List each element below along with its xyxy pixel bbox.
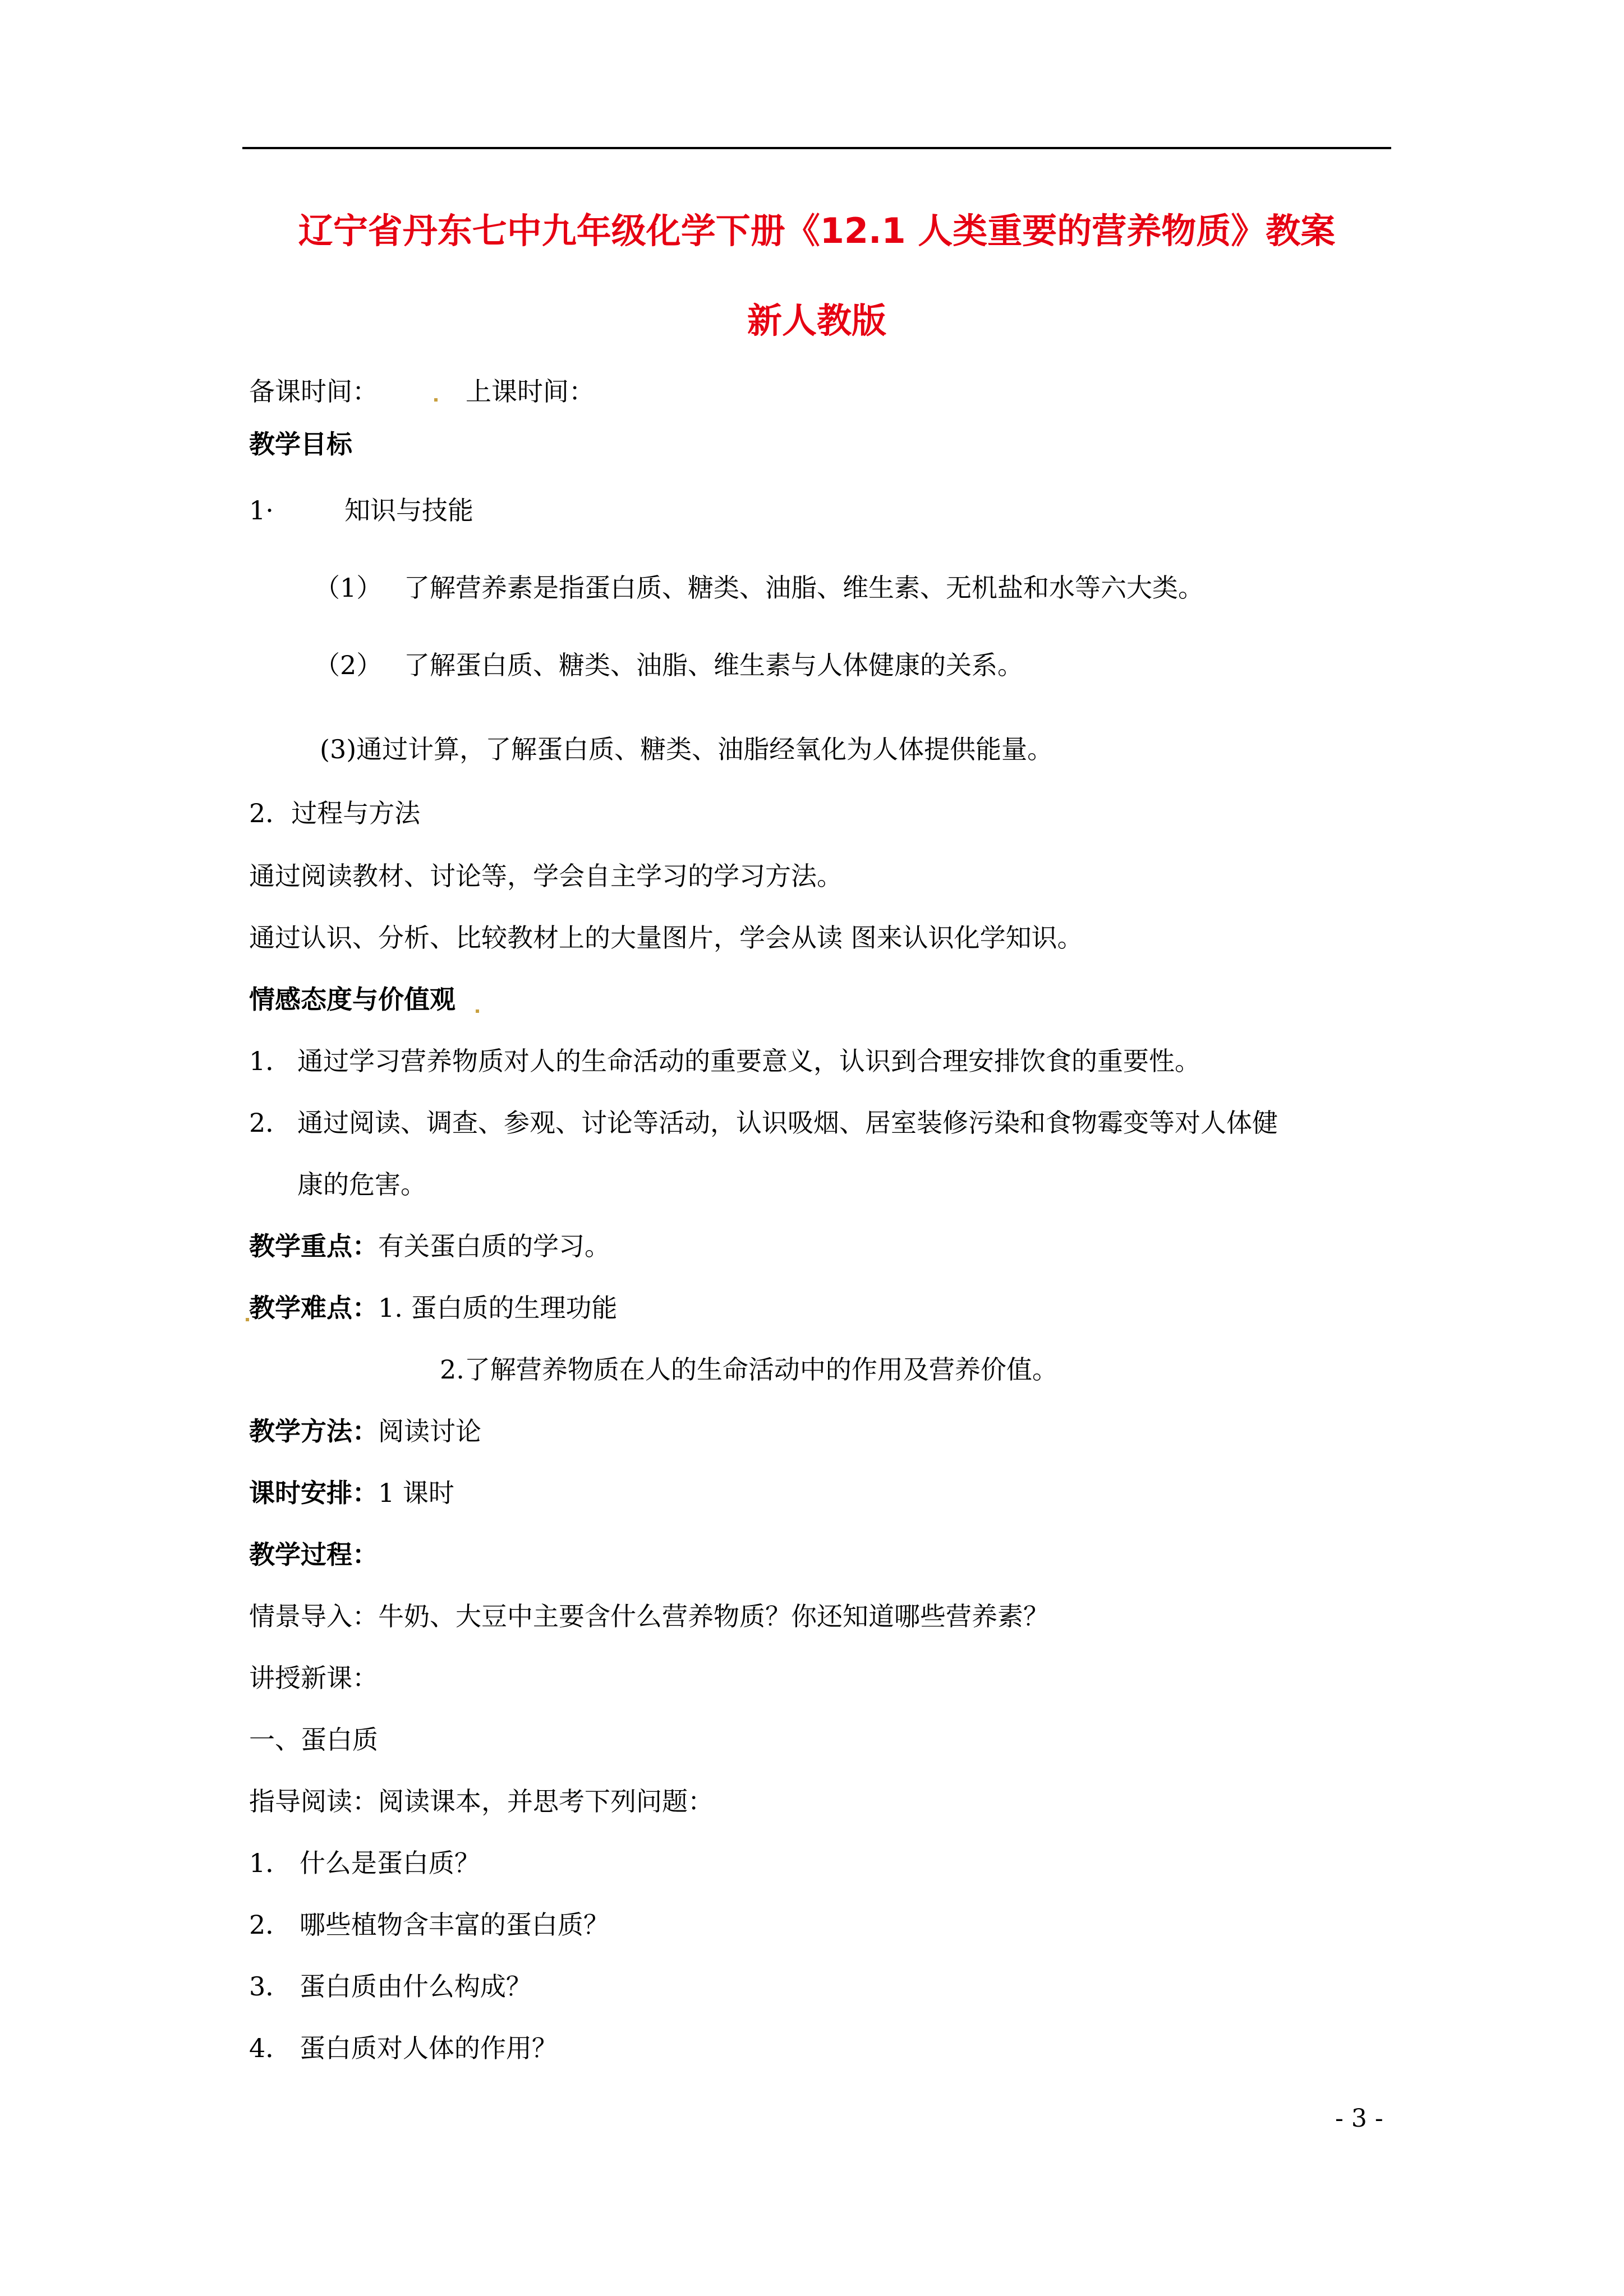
attitude-item-number: 1． [249,1046,292,1076]
page-number: - 3 - [1335,2104,1383,2133]
difficulty-row [249,1291,618,1325]
guide-text: 指导阅读：阅读课本，并思考下列问题： [249,1786,714,1816]
difficulty-item: 2.了解营养物质在人的生命活动中的作用及营养价值。 [440,1354,1058,1385]
process-item: 通过认识、分析、比较教材上的大量图片，学会从读 图来认识化学知识。 [249,923,1083,953]
objectives-heading: 教学目标 [249,429,352,459]
schedule-label: 课时安排： [249,1478,378,1508]
question-item: 2． 哪些植物含丰富的蛋白质？ [249,1910,609,1940]
key-point-label: 教学重点： [249,1231,378,1261]
attitude-item-text: 通过阅读、调查、参观、讨论等活动，认识吸烟、居室装修污染和食物霉变等对人体健 [297,1108,1278,1138]
new-lesson-text: 讲授新课： [249,1663,378,1693]
question-item: 4． 蛋白质对人体的作用？ [249,2033,558,2063]
method-text: 阅读讨论 [378,1416,481,1446]
document-title-line2: 新人教版 [747,300,886,341]
decorative-dot [476,1009,479,1013]
knowledge-item-text: 了解蛋白质、糖类、油脂、维生素与人体健康的关系。 [404,650,1023,680]
method-row [249,1414,481,1448]
knowledge-item-text: 了解营养素是指蛋白质、糖类、油脂、维生素、无机盐和水等六大类。 [404,573,1204,603]
header-rule [242,147,1391,149]
knowledge-heading-number: 1· [249,495,274,525]
section-heading: 一、蛋白质 [249,1725,378,1755]
attitude-item-continuation: 康的危害。 [297,1169,426,1200]
process-heading: 2．过程与方法 [249,798,421,828]
prep-time-label: 备课时间： [249,376,378,407]
knowledge-heading: 知识与技能 [344,495,473,525]
method-label: 教学方法： [249,1416,378,1446]
process-item: 通过阅读教材、讨论等，学会自主学习的学习方法。 [249,861,843,891]
knowledge-item-number: （1） [314,573,383,603]
attitude-item-number: 2． [249,1108,292,1138]
process-label: 教学过程： [249,1539,378,1570]
question-item: 1． 什么是蛋白质？ [249,1848,480,1878]
schedule-text: 1 课时 [378,1478,454,1508]
schedule-row [249,1476,454,1510]
knowledge-item-number: （2） [314,650,383,680]
document-title-line1: 辽宁省丹东七中九年级化学下册《12.1 人类重要的营养物质》教案 [298,210,1336,251]
question-item: 3． 蛋白质由什么构成？ [249,1971,532,2002]
decorative-dot [434,398,438,402]
class-time-label: 上课时间： [466,376,595,407]
decorative-dot [246,1318,249,1321]
key-point-row [249,1229,610,1263]
knowledge-item-text: (3)通过计算，了解蛋白质、糖类、油脂经氧化为人体提供能量。 [320,734,1053,764]
intro-text: 情景导入：牛奶、大豆中主要含什么营养物质？你还知道哪些营养素？ [249,1601,1049,1631]
key-point-text: 有关蛋白质的学习。 [378,1231,610,1261]
difficulty-item: 1. 蛋白质的生理功能 [378,1293,618,1323]
difficulty-label: 教学难点： [249,1293,378,1323]
attitude-item-text: 通过学习营养物质对人的生命活动的重要意义，认识到合理安排饮食的重要性。 [297,1046,1200,1076]
attitude-heading: 情感态度与价值观 [249,984,456,1015]
